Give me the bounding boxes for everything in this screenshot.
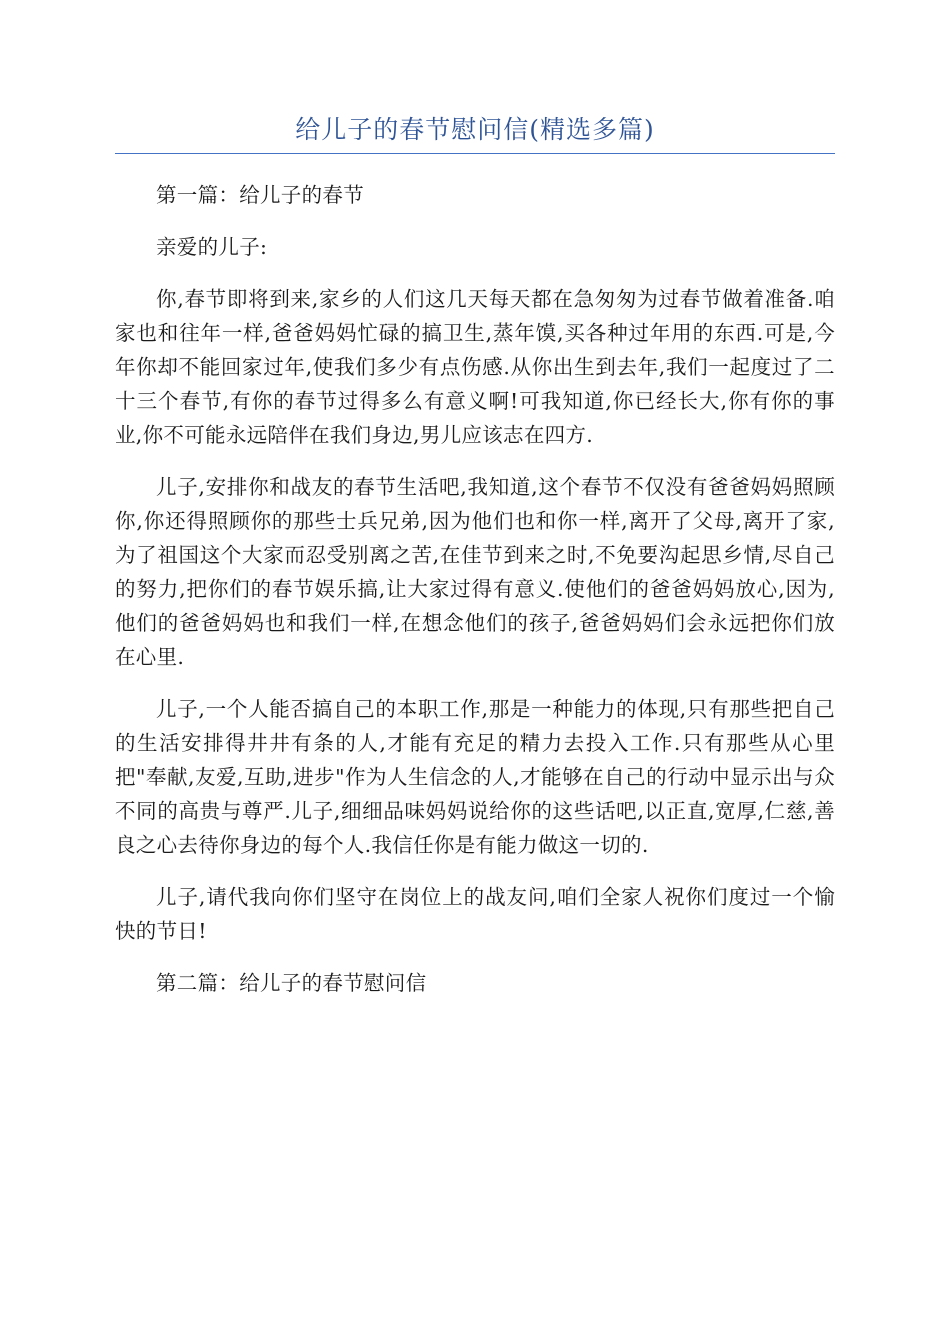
- title-underline: [115, 153, 835, 154]
- section-heading-1: 第一篇：给儿子的春节: [156, 183, 364, 207]
- section-heading-2: 第二篇：给儿子的春节慰问信: [156, 971, 427, 995]
- body-paragraph: 儿子,安排你和战友的春节生活吧,我知道,这个春节不仅没有爸爸妈妈照顾你,你还得照顾你的那些士兵兄弟,因为他们也和你一样,离开了父母,离开了家,为了祖国这个大家而忍受别离之苦,在佳节到来之时,不免要沟起思乡情,尽自己的努力,把你们的春节娱乐搞,让大家过得有意义.使他们的爸爸妈妈放心,因为,他们的爸爸妈妈也和我们一样,在想念他们的孩子,爸爸妈妈们会永远把你们放在心里.: [115, 475, 835, 669]
- document-title: 给儿子的春节慰问信(精选多篇): [295, 115, 655, 144]
- body-paragraph: 儿子,请代我向你们坚守在岗位上的战友问,咱们全家人祝你们度过一个愉快的节日!: [115, 885, 835, 943]
- body-paragraph: 儿子,一个人能否搞自己的本职工作,那是一种能力的体现,只有那些把自己的生活安排得井井有条的人,才能有充足的精力去投入工作.只有那些从心里把"奉献,友爱,互助,进步"作为人生信念的人,才能够在自己的行动中显示出与众不同的高贵与尊严.儿子,细细品味妈妈说给你的这些话吧,以正直,宽厚,仁慈,善良之心去待你身边的每个人.我信任你是有能力做这一切的.: [115, 697, 835, 857]
- salutation: 亲爱的儿子:: [156, 235, 268, 259]
- document-body: [115, 178, 835, 1018]
- body-paragraph: 你,春节即将到来,家乡的人们这几天每天都在急匆匆为过春节做着准备.咱家也和往年一样,爸爸妈妈忙碌的搞卫生,蒸年馍,买各种过年用的东西.可是,今年你却不能回家过年,使我们多少有点伤感.从你出生到去年,我们一起度过了二十三个春节,有你的春节过得多么有意义啊!可我知道,你已经长大,你有你的事业,你不可能永远陪伴在我们身边,男儿应该志在四方.: [115, 287, 835, 447]
